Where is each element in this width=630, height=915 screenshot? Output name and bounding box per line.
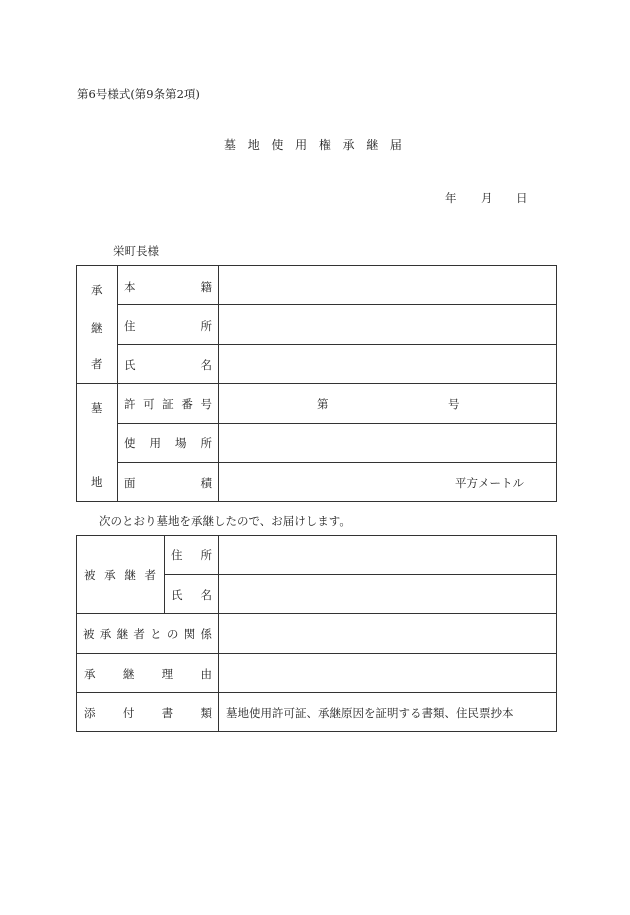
grave-group-char: 墓 (91, 401, 103, 415)
label-char: 関 (183, 627, 196, 641)
label-char: 承 (99, 627, 112, 641)
label-char: 被 (84, 568, 96, 582)
honseki-label (124, 279, 212, 295)
succession-reason-label (84, 666, 212, 682)
predecessor-name-label (171, 587, 212, 603)
date-year-label: 年 (445, 191, 457, 205)
area-unit: 平方メートル (455, 476, 524, 490)
successor-name-label (124, 357, 212, 373)
label-char: 被 (83, 627, 95, 641)
label-char: の (166, 627, 179, 641)
date-day-label: 日 (516, 191, 528, 205)
label-char: 氏 (124, 358, 136, 372)
title-char: 承 (342, 138, 355, 152)
label-char: 番 (181, 397, 193, 411)
label-char: 氏 (171, 588, 183, 602)
area-label (124, 475, 212, 491)
label-char: と (150, 627, 162, 641)
successor-group-char: 継 (91, 321, 103, 335)
use-place-label (124, 435, 212, 451)
label-char: 添 (84, 706, 96, 720)
label-char: 由 (200, 667, 212, 681)
addressee: 栄町長様 (113, 244, 159, 258)
title-char: 用 (295, 138, 308, 152)
form-number: 第6号様式(第9条第2項) (77, 87, 200, 101)
date-month-label: 月 (481, 191, 493, 205)
label-char: 号 (200, 397, 212, 411)
label-char: 名 (200, 588, 212, 602)
title-char: 地 (247, 138, 260, 152)
label-char: 書 (161, 706, 174, 720)
title-char: 墓 (224, 138, 237, 152)
label-char: 名 (200, 358, 212, 372)
grave-group-char: 地 (91, 475, 103, 489)
label-char: 類 (200, 706, 212, 720)
label-char: 使 (124, 436, 136, 450)
statement-text: 次のとおり墓地を承継したので、お届けします。 (99, 514, 351, 528)
relationship-label (83, 626, 212, 642)
label-char: 面 (124, 476, 136, 490)
label-char: 係 (200, 627, 212, 641)
predecessor-address-label (171, 547, 212, 563)
permit-number-prefix: 第 (317, 397, 329, 411)
permit-number-suffix: 号 (448, 397, 460, 411)
label-char: 所 (200, 319, 212, 333)
label-char: 所 (200, 548, 212, 562)
label-char: 承 (84, 667, 96, 681)
label-char: 継 (122, 667, 135, 681)
label-char: 積 (200, 476, 212, 490)
label-char: 承 (104, 568, 116, 582)
label-char: 許 (124, 397, 136, 411)
label-char: 籍 (200, 280, 212, 294)
label-char: 可 (143, 397, 155, 411)
label-char: 付 (122, 706, 135, 720)
successor-group-char: 者 (91, 357, 103, 371)
successor-address-label (124, 318, 212, 334)
label-char: 者 (144, 568, 156, 582)
label-char: 継 (116, 627, 129, 641)
label-char: 住 (171, 548, 183, 562)
label-char: 場 (175, 436, 187, 450)
attachments-value: 墓地使用許可証、承継原因を証明する書類、住民票抄本 (226, 706, 514, 720)
label-char: 証 (162, 397, 174, 411)
label-char: 所 (200, 436, 212, 450)
document-title (224, 136, 402, 153)
predecessor-label (84, 567, 156, 583)
label-char: 本 (124, 280, 136, 294)
label-char: 理 (161, 667, 174, 681)
title-char: 届 (389, 138, 402, 152)
label-char: 住 (124, 319, 136, 333)
label-char: 継 (124, 568, 136, 582)
label-char: 用 (149, 436, 161, 450)
permit-number-label (124, 396, 212, 412)
label-char: 者 (133, 627, 145, 641)
title-char: 使 (271, 138, 284, 152)
title-char: 継 (366, 138, 379, 152)
attachments-label (84, 705, 212, 721)
successor-group-char: 承 (91, 283, 103, 297)
title-char: 権 (318, 138, 331, 152)
